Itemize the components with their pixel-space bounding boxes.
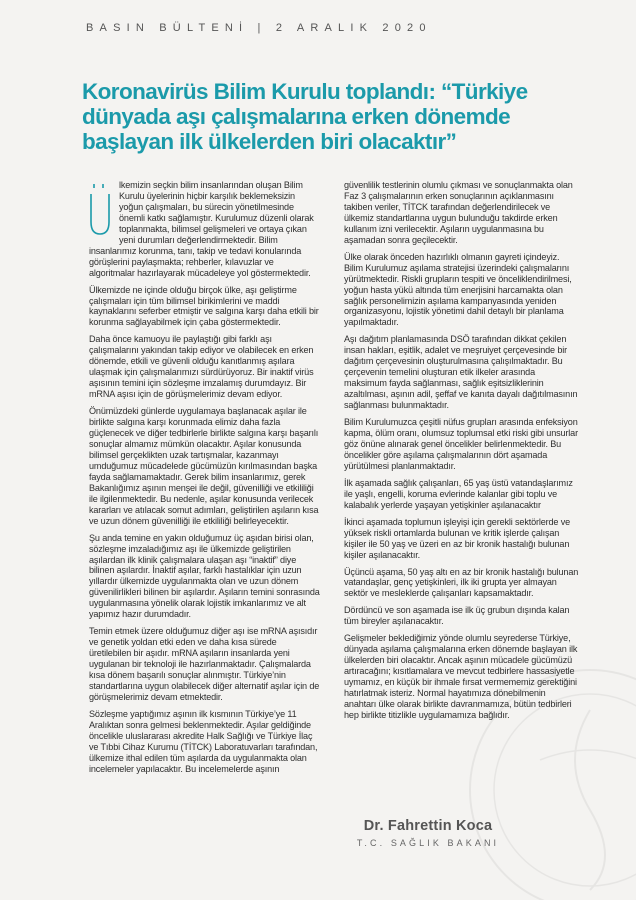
right-paragraph-5: İlk aşamada sağlık çalışanları, 65 yaş üstü vatandaşlarımız ile yaşlı, engelli, koruma evlerinde kalanlar gibi toplu ve kalabalık yerlerde yaşayan yetişkinler aşılanacaktır [344, 477, 573, 510]
left-paragraph-7: Sözleşme yaptığımız aşının ilk kısmının Türkiye’ye 11 Aralıktan sonra gelmesi beklenmektedir. Aşılar geldiğinde öncelikle uluslararası akredite Halk Sağlığı ve Türkiye İlaç ve Tıbbi Cihaz Kurumu (TİTCK) Laboratuvarları tarafından, ülkemize ithal edilen tüm aşılarda da uygulanmakta olan incelemeler yapılacaktır. Bu incelemelerde aşının [89, 708, 318, 774]
right-paragraph-9: Gelişmeler beklediğimiz yönde olumlu seyrederse Türkiye, dünyada aşılama çalışmalarına erken dönemde başlayan ilk ülkelerden biri olacaktır. Ancak aşının mücadele gücümüzü artıracağını; kısıtlamalara ve mevcut tedbirlere hassasiyetle uymamız, en küçük bir ihmale fırsat vermememiz gerektiğini hatırlatmak isteriz. Normal hayatımıza dönebilmenin anahtarı ülke olarak birlikte davranmamıza, bütün tedbirleri hep birlikte titizlikle uygulamamıza bağlıdır. [344, 633, 578, 720]
dropcap-u-icon [89, 182, 111, 236]
left-paragraph-6: Temin etmek üzere olduğumuz diğer aşı ise mRNA aşısıdır ve genetik yoldan etki eden ve daha kısa sürede üretilebilen bir aşıdır. mRNA aşıların insanlarda yeni uygulanan bir teknoloji ile hazırlanmaktadır. Çalışmalarda kısa dönem başarılı sonuçlar alınmıştır. Türkiye’nin standartlarına uygun olabilecek diğer alternatif aşılar için de görüşmelerimiz devam etmektedir. [89, 626, 320, 702]
left-paragraph-1 [89, 180, 321, 279]
right-paragraph-3: Aşı dağıtım planlamasında DSÖ tarafından dikkat çekilen insan hakları, eşitlik, adalet ve meşruiyet çerçevesinde bir dağıtım çerçevesinin oluşturulmasına çalışılmaktadır. Bu çerçevenin temelini oluşturan etik ilkeler arasında maksimum fayda sağlanması, sağlık eşitsizliklerinin azaltılması, aşının adil, şeffaf ve kanıta dayalı dağıtılmasının sağlanması bulunmaktadır. [344, 334, 578, 411]
right-paragraph-6: İkinci aşamada toplumun işleyişi için gerekli sektörlerde ve yüksek riskli ortamlarda bulunan ve kritik işlerde çalışan kişiler ile 50 yaş ve üzeri en az bir kronik hastalığı bulunan kişiler aşılanacaktır. [344, 516, 571, 560]
left-paragraph-4: Önümüzdeki günlerde uygulamaya başlanacak aşılar ile birlikte salgına karşı korunmada elimiz daha fazla güçlenecek ve diğer tedbirlerle birlikte salgına karşı başarılı sonuçlar almamız mümkün olacaktır. Aşılar konusunda bilimsel gerçeklikten uzak tartışmalar, kazanmayı umduğumuz mücadelede gücümüzün kırılmasından başka fayda sağlamamaktadır. Gerek bilim insanlarımız, gerek Bakanlığımız aşının menşei ile değil, güvenilliği ve etkililiği ile ilgilenmektedir. Bu nedenle, aşılar konusunda verilecek kararları ve atılacak somut adımları, geliştirilen aşıların kısa ve uzun dönem güvenilliği ile etkililiği belirleyecektir. [89, 406, 319, 526]
signatory-name: Dr. Fahrettin Koca [363, 818, 493, 834]
signatory-title: T.C. SAĞLIK BAKANI [356, 838, 500, 848]
left-column [89, 180, 321, 781]
page-title: Koronavirüs Bilim Kurulu toplandı: “Türkiye dünyada aşı çalışmalarına erken dönemde başlayan ilk ülkelerden biri olacaktır” [82, 79, 528, 154]
left-paragraph-text-1: lkemizin seçkin bilim insanlarından oluşan Bilim Kurulu üyelerinin hiçbir karşılık beklemeksizin yoğun çalışmaları, bu sürecin yönetilmesinde önemli katkı sağlamıştır. Kurulumuz düzenli olarak toplanmakta, bilimsel gelişmeleri ve ortaya çıkan yeni durumları değerlendirmektedir. Bilim insanlarımız korunma, tanı, takip ve tedavi konularında görüşlerini paylaşmakta; rehberler, kılavuzlar ve algoritmalar hazırlayarak mücadeleye yol göstermektedir. [89, 180, 314, 278]
signature-block [328, 818, 528, 848]
left-paragraph-5: Şu anda temine en yakın olduğumuz üç aşıdan birisi olan, sözleşme imzaladığımız aşı ile ülkemizde geliştirilen aşılardan ilk klinik çalışmalara ulaşan aşı “inaktif” diye bilinen aşılardır. İnaktif aşılar, farklı hastalıklar için uzun yıllardır ülkemizde uygulanmakta olan ve uzun dönem güvenilirlikleri bilinen bir aşılardır. Aşıların temini sonrasında uygulanmasına yönelik olarak lojistik imkanlarımız ve alt yapımız hazır durumdadır. [89, 532, 320, 620]
right-paragraph-1: güvenlilik testlerinin olumlu çıkması ve sonuçlanmakta olan Faz 3 çalışmalarının erken sonuçlarının açıklanmasını takiben veriler, TİTCK tarafından değerlendirilecek ve ülkemiz standartlarına uygun bulunduğu takdirde erken kullanım izni verilecektir. Aşıların uygulanmasına bu aşamadan sonra geçilecektir. [344, 180, 573, 245]
press-release-header: BASIN BÜLTENİ | 2 ARALIK 2020 [86, 22, 432, 34]
right-paragraph-7: Üçüncü aşama, 50 yaş altı en az bir kronik hastalığı bulunan vatandaşlar, genç yetişkinleri, ilk iki grupta yer almayan sektör ve mesleklerde çalışanları kapsamaktadır. [344, 566, 579, 599]
right-paragraph-4: Bilim Kurulumuzca çeşitli nüfus grupları arasında enfeksiyon kapma, ölüm oranı, olumsuz toplumsal etki riski gibi unsurlar göz önüne alınarak genel öncelikler belirlenmektedir. Bu öncelikler göre aşılama çalışmalarının dört aşamada yürütülmesi planlanmaktadır. [344, 417, 578, 471]
right-paragraph-2: Ülke olarak önceden hazırlıklı olmanın gayreti içindeyiz. Bilim Kurulumuz aşılama stratejisi üzerindeki çalışmalarını yürütmektedir. Riskli grupların tespiti ve önceliklendirilmesi, yoğun hasta yükü altında tüm enerjisini harcamakta olan sağlık personelimizin aşılama kampanyasında yeniden organizasyonu, lojistik yönetimi dahil detaylı bir planlama yapılmaktadır. [344, 251, 572, 328]
left-paragraph-2: Ülkemizde ne içinde olduğu birçok ülke, aşı geliştirme çalışmaları için tüm bilimsel birikimlerini ve maddi kaynaklarını seferber etmiştir ve salgına karşı daha etkili bir korunma sağlayabilmek için çaba göstermektedir. [89, 284, 319, 328]
left-paragraph-3: Daha önce kamuoyu ile paylaştığı gibi farklı aşı çalışmalarını yakından takip ediyor ve olabilecek en erken dönemde, etkili ve güvenli olduğu kanıtlanmış aşılara ulaşmak için çalışmalarımızı sürdürüyoruz. Bir inaktif virüs aşısının temini için sözleşme imzalamış durumdayız. Bir mRNA aşısı için de görüşmelerimiz devam ediyor. [89, 334, 314, 400]
ministry-emblem-watermark-icon [440, 640, 636, 900]
right-paragraph-8: Dördüncü ve son aşamada ise ilk üç grubun dışında kalan tüm bireyler aşılanacaktır. [344, 605, 570, 627]
